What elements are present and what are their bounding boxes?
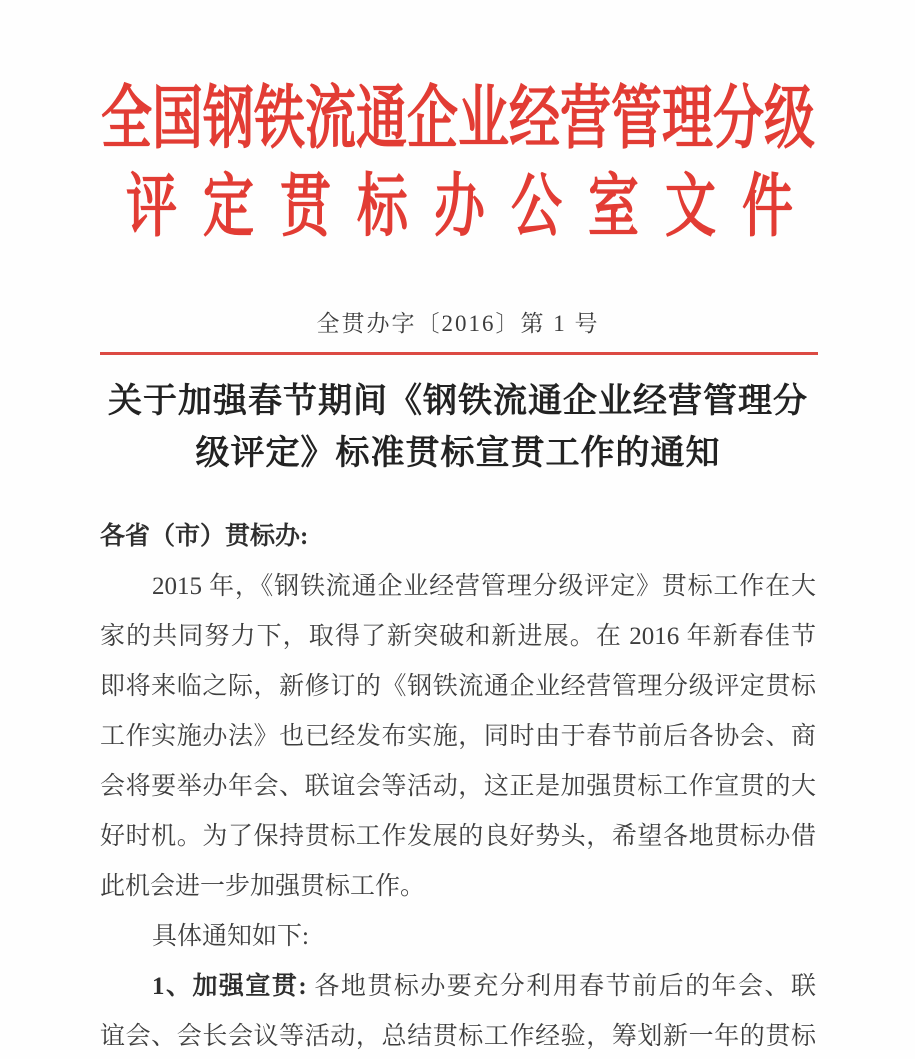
body-line: 谊会、会长会议等活动，总结贯标工作经验，筹划新一年的贯标 bbox=[100, 1023, 816, 1050]
body-line: 会将要举办年会、联谊会等活动，这正是加强贯标工作宣贯的大 bbox=[100, 773, 816, 800]
body-line: 好时机。为了保持贯标工作发展的良好势头，希望各地贯标办借 bbox=[100, 823, 816, 850]
body-line: 家的共同努力下，取得了新突破和新进展。在 2016 年新春佳节 bbox=[100, 623, 816, 650]
letterhead-line-2: 评定贯标办公室文件 bbox=[126, 170, 820, 246]
body-line: 工作实施办法》也已经发布实施，同时由于春节前后各协会、商 bbox=[100, 723, 816, 750]
notice-title-line-2: 级评定》标准贯标宣贯工作的通知 bbox=[195, 435, 721, 472]
document-number: 全贯办字〔2016〕第 1 号 bbox=[316, 311, 600, 336]
body-line: 即将来临之际，新修订的《钢铁流通企业经营管理分级评定贯标 bbox=[100, 673, 816, 700]
notice-title-line-1: 关于加强春节期间《钢铁流通企业经营管理分 bbox=[108, 383, 808, 420]
notice-body bbox=[100, 512, 816, 1059]
numbered-item-lead: 1、加强宣贯: bbox=[152, 973, 307, 1000]
salutation: 各省（市）贯标办: bbox=[100, 523, 309, 550]
numbered-item-text: 各地贯标办要充分利用春节前后的年会、联 bbox=[306, 973, 816, 1000]
body-line: 2015 年，《钢铁流通企业经营管理分级评定》贯标工作在大 bbox=[152, 573, 816, 600]
body-line: 此机会进一步加强贯标工作。 bbox=[100, 873, 426, 900]
body-line bbox=[100, 962, 816, 1012]
body-line: 具体通知如下: bbox=[152, 923, 309, 950]
red-divider bbox=[100, 352, 818, 355]
letterhead-line-1: 全国钢铁流通企业经营管理分级 bbox=[100, 82, 815, 158]
notice-title bbox=[100, 376, 816, 480]
